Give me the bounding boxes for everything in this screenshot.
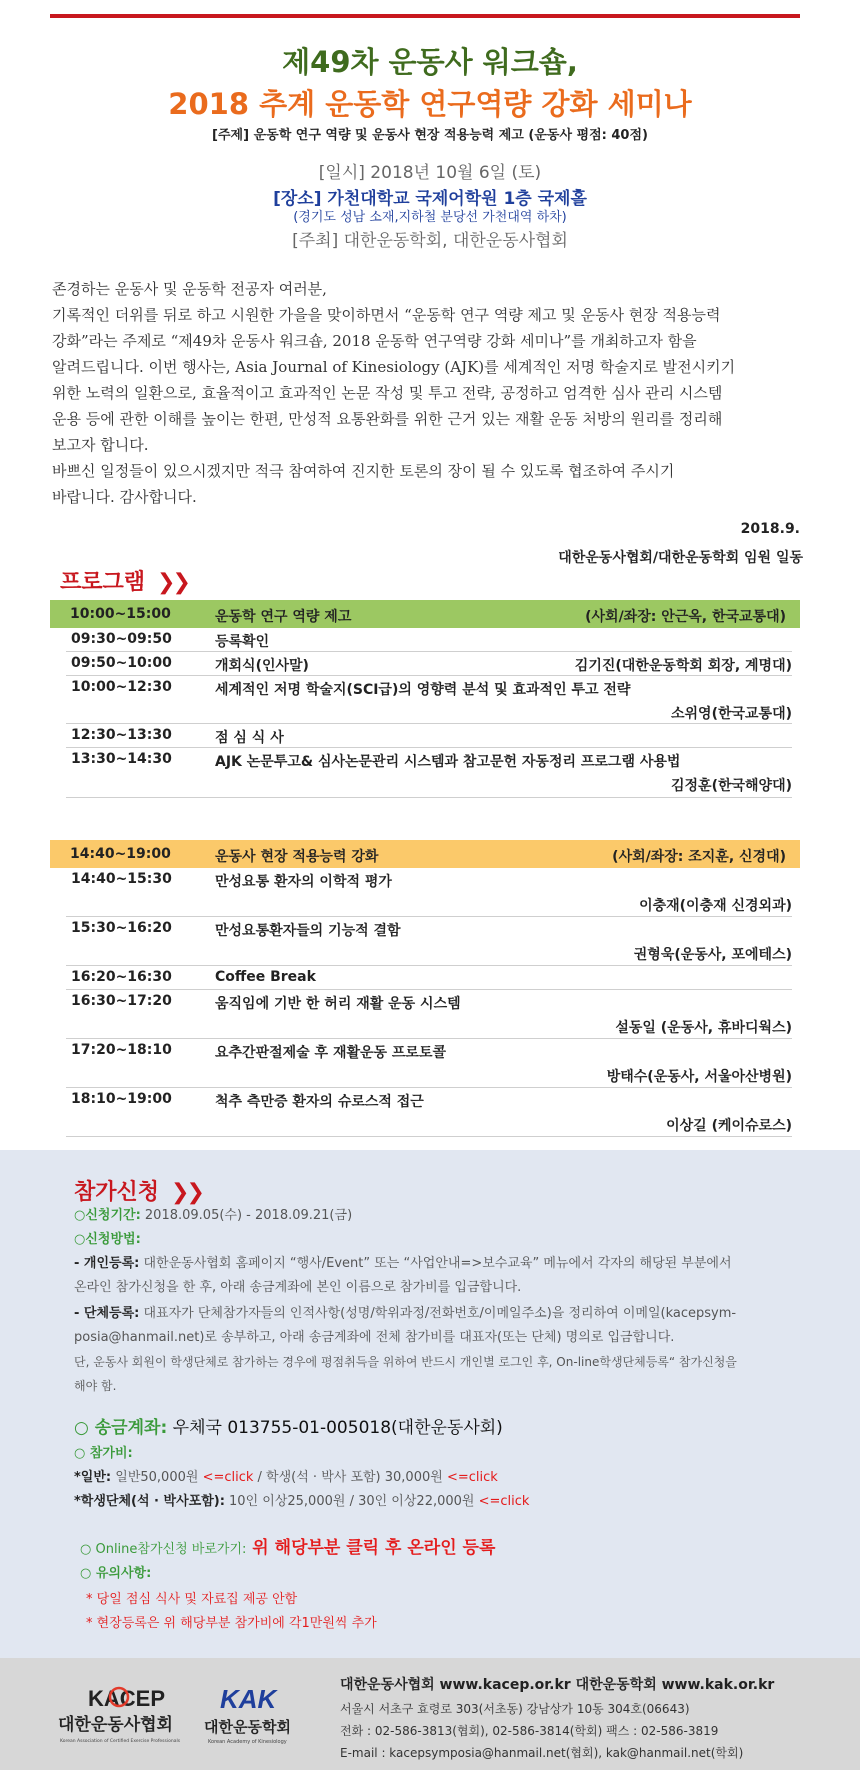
row-divider <box>66 651 792 652</box>
row-title: 만성요통환자들의 기능적 결함 <box>215 923 401 939</box>
reg-method <box>74 1228 804 1252</box>
fee-group-label: *학생단체(석 · 박사포함): <box>74 1494 225 1509</box>
fee-group-value: 10인 이상25,000원 / 30인 이상22,000원 <box>224 1494 479 1509</box>
row-divider <box>66 1087 792 1088</box>
session2-header <box>50 840 800 868</box>
row-speaker: 방태수(운동사, 서울아산병원) <box>606 1069 792 1085</box>
logo2-name: 대한운동학회 <box>204 1718 291 1736</box>
row-time: 15:30~16:20 <box>71 920 172 936</box>
row-title: 세계적인 저명 학술지(SCI급)의 영향력 분석 및 효과적인 투고 전략 <box>215 682 631 698</box>
row-time: 16:30~17:20 <box>71 993 172 1009</box>
row-title: 만성요통 환자의 이학적 평가 <box>215 874 392 890</box>
row-time: 10:00~12:30 <box>71 679 172 695</box>
row-title: 개회식(인사말) <box>215 658 309 674</box>
registration-heading <box>74 1175 202 1206</box>
row-title: Coffee Break <box>215 969 316 985</box>
reg-individual-cont: 온라인 참가신청을 한 후, 아래 송금계좌에 본인 이름으로 참가비를 입금합니다. <box>74 1280 522 1295</box>
signature-date: 2018.9. <box>740 521 800 537</box>
row-divider <box>66 965 792 966</box>
session-name: 운동학 연구 역량 제고 <box>215 609 352 625</box>
kak-logo <box>202 1682 300 1752</box>
row-speaker: 김정훈(한국해양대) <box>671 778 792 794</box>
chevron-right-icon: ❯❯ <box>157 570 188 595</box>
row-divider <box>66 747 792 748</box>
reg-note-cont: 해야 함. <box>74 1379 117 1393</box>
row-time: 14:40~15:30 <box>71 871 172 887</box>
reg-fee-group <box>74 1490 804 1514</box>
click-student-link[interactable]: <=click <box>446 1470 498 1485</box>
reg-caution <box>80 1562 810 1586</box>
row-time: 17:20~18:10 <box>71 1042 172 1058</box>
letter-line: 알려드립니다. 이번 행사는, Asia Journal of Kinesiology (AJK)를 세계적인 저명 학술지로 발전시키기 <box>52 358 736 376</box>
period-value: 2018.09.05(수) - 2018.09.21(금) <box>140 1208 353 1223</box>
signature-name: 대한운동사협회/대한운동학회 임원 일동 <box>558 550 803 566</box>
session-chair: (사회/좌장: 조지훈, 신경대) <box>612 849 786 865</box>
row-time: 16:20~16:30 <box>71 969 172 985</box>
top-divider <box>50 14 800 18</box>
theme-text: [주제] 운동학 연구 역량 및 운동사 현장 적용능력 제고 (운동사 평점: 40점) <box>212 128 648 143</box>
period-label: ○신청기간: <box>74 1208 141 1223</box>
letter-line: 운용 등에 관한 이해를 높이는 한편, 만성적 요통완화를 위한 근거 있는 재활 운동 처방의 원리를 정리해 <box>52 410 723 428</box>
fee-label: ○ 참가비: <box>74 1446 133 1461</box>
row-title: 등록확인 <box>215 634 270 650</box>
row-time: 09:50~10:00 <box>71 655 172 671</box>
event-host: [주최] 대한운동학회, 대한운동사협회 <box>292 231 568 251</box>
row-speaker: 소위영(한국교통대) <box>671 706 792 722</box>
online-register-link[interactable]: 위 해당부분 클릭 후 온라인 등록 <box>246 1538 496 1558</box>
footer-email: E-mail : kacepsymposia@hanmail.net(협회), kak@hanmail.net(학회) <box>340 1746 744 1760</box>
fee-student-value: / 학생(석 · 박사 포함) 30,000원 <box>253 1470 447 1485</box>
row-title: 점 심 식 사 <box>215 730 284 746</box>
online-label: ○ Online참가신청 바로가기: <box>80 1542 247 1557</box>
footer-phone: 전화 : 02-586-3813(협회), 02-586-3814(학회) 팩스 : 02-586-3819 <box>340 1724 719 1738</box>
reg-fee <box>74 1442 804 1466</box>
program-heading-label: 프로그램 <box>60 570 146 595</box>
row-divider <box>66 723 792 724</box>
session-time: 14:40~19:00 <box>70 846 171 862</box>
row-divider <box>66 1038 792 1039</box>
logo1-mark: KACEP <box>88 1686 166 1711</box>
row-time: 13:30~14:30 <box>71 751 172 767</box>
registration-heading-label: 참가신청 <box>74 1180 160 1205</box>
method-label: ○신청방법: <box>74 1232 141 1247</box>
reg-caution-1: * 당일 점심 식사 및 자료집 제공 안함 <box>86 1592 298 1607</box>
letter-line: 바랍니다. 감사합니다. <box>52 488 197 506</box>
letter-line: 위한 노력의 일환으로, 효율적이고 효과적인 논문 작성 및 투고 전략, 공정하고 엄격한 심사 관리 시스템 <box>52 384 723 402</box>
kacep-logo <box>56 1682 184 1752</box>
letter-line: 보고자 합니다. <box>52 436 149 454</box>
reg-caution-2: * 현장등록은 위 해당부분 참가비에 각1만원씩 추가 <box>86 1616 377 1631</box>
row-speaker: 이충재(이충재 신경외과) <box>639 898 792 914</box>
title-line2: 2018 추계 운동학 연구역량 강화 세미나 <box>168 87 692 121</box>
row-time: 12:30~13:30 <box>71 727 172 743</box>
session-name: 운동사 현장 적용능력 강화 <box>215 849 379 865</box>
invitation-letter <box>52 276 804 510</box>
logo1-name: 대한운동사협회 <box>58 1715 173 1735</box>
event-date: [일시] 2018년 10월 6일 (토) <box>318 163 542 183</box>
row-time: 09:30~09:50 <box>71 631 172 647</box>
session-chair: (사회/좌장: 안근옥, 한국교통대) <box>585 609 786 625</box>
caution-label: ○ 유의사항: <box>80 1566 152 1581</box>
footer-address: 서울시 서초구 효령로 303(서초동) 강남상가 10동 304호(06643) <box>340 1702 690 1716</box>
row-divider <box>66 1136 792 1137</box>
event-place: [장소] 가천대학교 국제어학원 1층 국제홀 <box>273 189 587 209</box>
row-speaker: 이상길 (케이슈로스) <box>666 1118 792 1134</box>
individual-text: 대한운동사협회 홈페이지 “행사/Event” 또는 “사업안내=>보수교육” 메뉴에서 각자의 해당된 부분에서 <box>139 1256 732 1271</box>
reg-note: 단, 운동사 회원이 학생단체로 참가하는 경우에 평점취득을 위하여 반드시 개인별 로그인 후, On-line학생단체등록“ 참가신청을 <box>74 1355 737 1369</box>
logo2-sub: Korean Academy of Kinesiology <box>208 1739 287 1745</box>
row-speaker: 김기진(대한운동학회 회장, 계명대) <box>574 658 792 674</box>
event-place-sub: (경기도 성남 소재,지하철 분당선 가천대역 하차) <box>293 210 567 225</box>
logo1-sub: Korean Association of Certified Exercise Professionals <box>60 1739 181 1744</box>
footer-title: 대한운동사협회 www.kacep.or.kr 대한운동학회 www.kak.or.kr <box>340 1677 775 1693</box>
reg-individual <box>74 1252 804 1276</box>
logo2-mark: KAK <box>220 1684 277 1714</box>
row-divider <box>66 916 792 917</box>
row-time: 18:10~19:00 <box>71 1091 172 1107</box>
title-line1: 제49차 운동사 워크숍, <box>282 45 578 79</box>
group-label: - 단체등록: <box>74 1306 140 1321</box>
chevron-right-icon: ❯❯ <box>171 1180 202 1205</box>
row-speaker: 권형욱(운동사, 포에테스) <box>633 947 792 963</box>
row-speaker: 설동일 (운동사, 휴바디웍스) <box>615 1020 792 1036</box>
reg-group-cont: posia@hanmail.net)로 송부하고, 아래 송금계좌에 전체 참가비를 대표자(또는 단체) 명의로 입금합니다. <box>74 1330 675 1345</box>
row-title: 움직임에 기반 한 허리 재활 운동 시스템 <box>215 996 461 1012</box>
reg-group <box>74 1302 804 1326</box>
row-divider <box>66 675 792 676</box>
account-value: 우체국 013755-01-005018(대한운동사회) <box>167 1418 503 1438</box>
program-heading <box>60 565 188 596</box>
fee-general-label: *일반: <box>74 1470 112 1485</box>
reg-period <box>74 1204 804 1228</box>
session1-header <box>50 600 800 628</box>
individual-label: - 개인등록: <box>74 1256 140 1271</box>
group-text: 대표자가 단체참가자들의 인적사항(성명/학위과정/전화번호/이메일주소)을 정리하여 이메일(kacepsym- <box>139 1306 737 1321</box>
row-title: 요추간판절제술 후 재활운동 프로토콜 <box>215 1045 447 1061</box>
reg-fee-general <box>74 1466 804 1490</box>
reg-account <box>74 1416 804 1440</box>
row-divider <box>66 989 792 990</box>
letter-line: 존경하는 운동사 및 운동학 전공자 여러분, <box>52 280 327 298</box>
letter-line: 강화”라는 주제로 “제49차 운동사 워크숍, 2018 운동학 연구역량 강화 세미나”를 개최하고자 함을 <box>52 332 697 350</box>
row-title: 척추 측만증 환자의 슈로스적 접근 <box>215 1094 424 1110</box>
click-general-link[interactable]: <=click <box>202 1470 254 1485</box>
click-group-link[interactable]: <=click <box>478 1494 530 1509</box>
reg-online <box>80 1536 810 1562</box>
fee-general-value: 일반50,000원 <box>111 1470 203 1485</box>
letter-line: 바쁘신 일정들이 있으시겠지만 적극 참여하여 진지한 토론의 장이 될 수 있도록 협조하여 주시기 <box>52 462 675 480</box>
session-time: 10:00~15:00 <box>70 606 171 622</box>
row-divider <box>66 797 792 798</box>
letter-line: 기록적인 더위를 뒤로 하고 시원한 가을을 맞이하면서 “운동학 연구 역량 제고 및 운동사 현장 적용능력 <box>52 306 721 324</box>
row-title: AJK 논문투고& 심사논문관리 시스템과 참고문헌 자동정리 프로그램 사용법 <box>215 754 681 770</box>
account-label: ○ 송금계좌: <box>74 1418 168 1438</box>
